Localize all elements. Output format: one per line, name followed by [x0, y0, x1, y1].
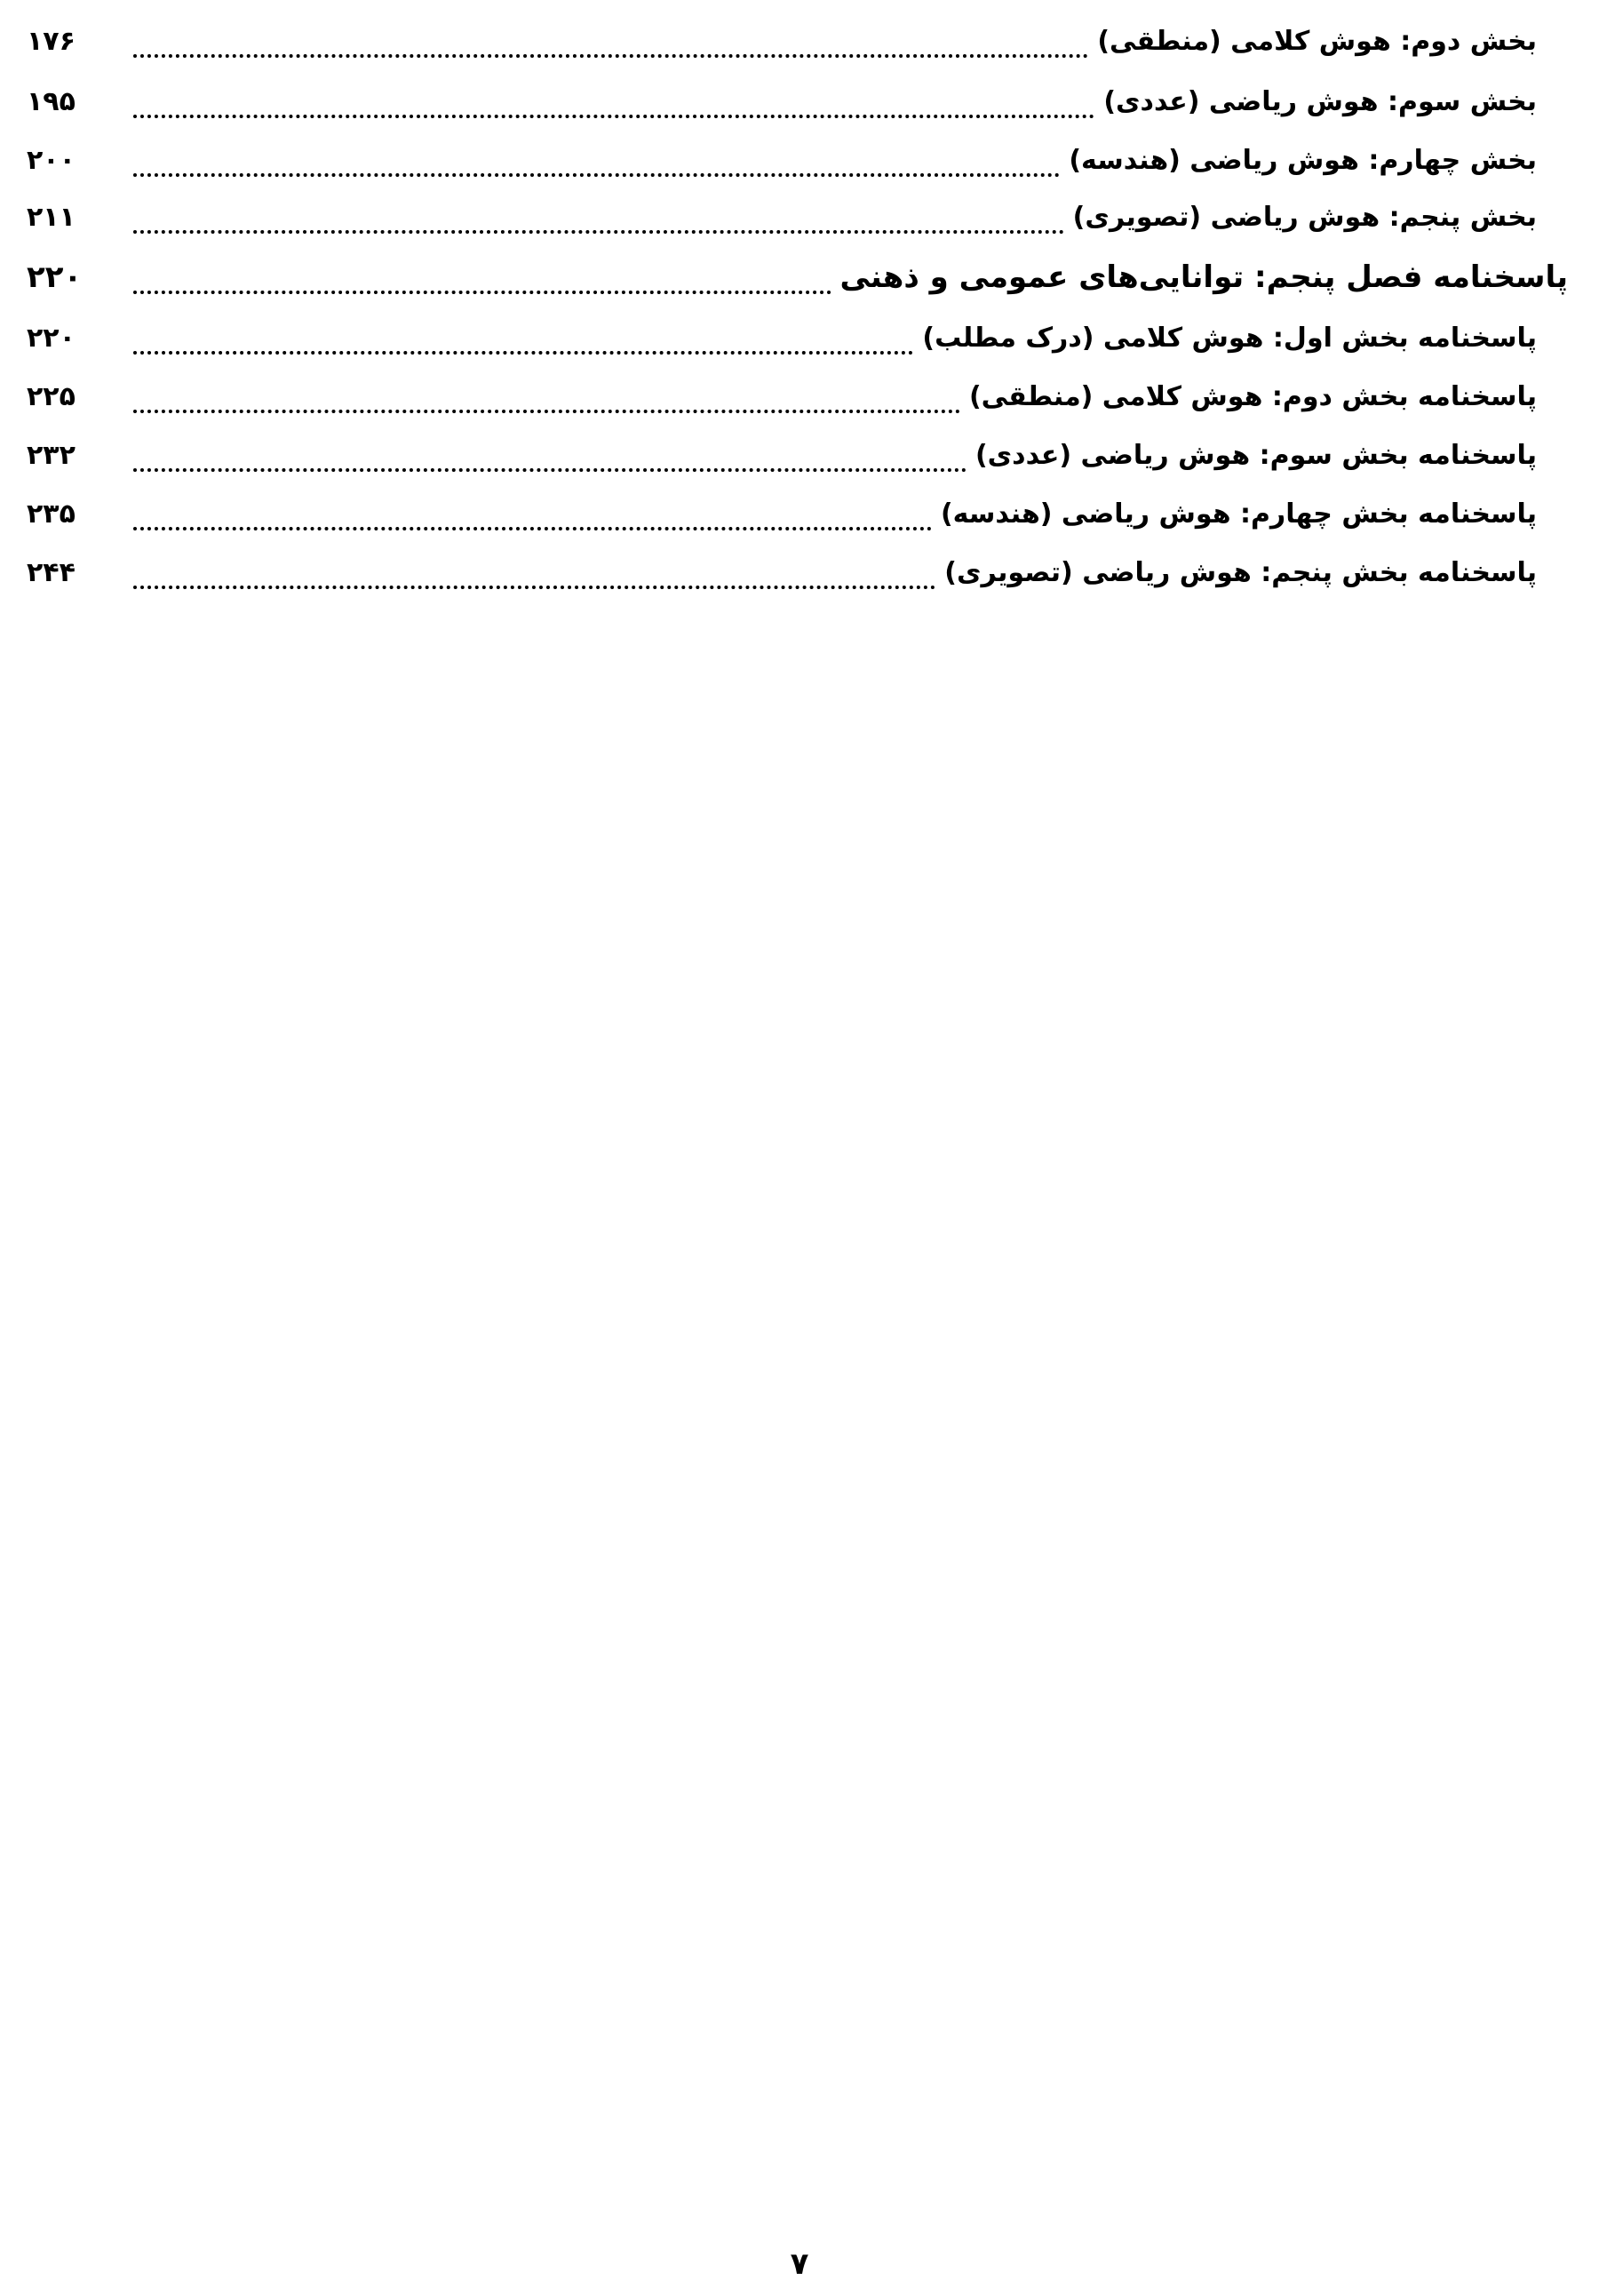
toc-entry-page: ۲۴۴ — [27, 556, 76, 588]
dot-leader — [133, 324, 913, 355]
dot-leader — [133, 383, 960, 413]
toc-entry-title: بخش دوم: هوش کلامی (منطقی) — [1097, 25, 1537, 57]
toc-entry[interactable] — [27, 427, 1537, 483]
toc-entry[interactable] — [27, 485, 1537, 542]
toc-entry-page: ۲۱۱ — [27, 201, 76, 233]
dot-leader — [133, 203, 1064, 234]
toc-entry[interactable] — [27, 368, 1537, 425]
toc-entry-title: پاسخنامه بخش اول: هوش کلامی (درک مطلب) — [922, 322, 1537, 354]
dot-leader — [133, 442, 967, 472]
toc-entry-title: پاسخنامه بخش چهارم: هوش ریاضی (هندسه) — [940, 498, 1537, 530]
toc-entry-page: ۲۲۵ — [27, 380, 76, 412]
toc-entry-page: ۲۲۰ — [27, 322, 76, 354]
dot-leader — [133, 559, 935, 589]
dot-leader — [133, 147, 1060, 177]
toc-entry-title: پاسخنامه فصل پنجم: توانایی‌های عمومی و ذهنی — [839, 259, 1568, 295]
toc-entry-title: بخش چهارم: هوش ریاضی (هندسه) — [1069, 144, 1537, 176]
toc-entry[interactable] — [27, 132, 1537, 188]
toc-entry-page: ۲۲۰ — [27, 259, 83, 295]
toc-entry-title: پاسخنامه بخش پنجم: هوش ریاضی (تصویری) — [944, 556, 1537, 588]
toc-entry-title: بخش پنجم: هوش ریاضی (تصویری) — [1072, 201, 1537, 233]
dot-leader — [133, 500, 932, 530]
toc-entry-page: ۱۷۶ — [27, 25, 76, 57]
toc-entry[interactable] — [27, 12, 1537, 69]
toc-entry-page: ۱۹۵ — [27, 85, 76, 117]
toc-entry[interactable] — [27, 309, 1537, 366]
toc-entry-title: پاسخنامه بخش سوم: هوش ریاضی (عددی) — [975, 439, 1537, 471]
toc-chapter-entry[interactable] — [27, 249, 1568, 306]
dot-leader — [133, 88, 1094, 118]
dot-leader — [133, 264, 831, 294]
toc-entry[interactable] — [27, 73, 1537, 130]
toc-entry-page: ۲۳۲ — [27, 439, 76, 471]
toc-entry[interactable] — [27, 544, 1537, 601]
toc-entry-title: بخش سوم: هوش ریاضی (عددی) — [1103, 85, 1537, 117]
toc-entry-page: ۲۳۵ — [27, 498, 76, 530]
dot-leader — [133, 28, 1088, 58]
toc-entry-page: ۲۰۰ — [27, 144, 76, 176]
toc-entry[interactable] — [27, 188, 1537, 245]
page-number: ۷ — [790, 2246, 809, 2282]
toc-entry-title: پاسخنامه بخش دوم: هوش کلامی (منطقی) — [968, 380, 1537, 412]
